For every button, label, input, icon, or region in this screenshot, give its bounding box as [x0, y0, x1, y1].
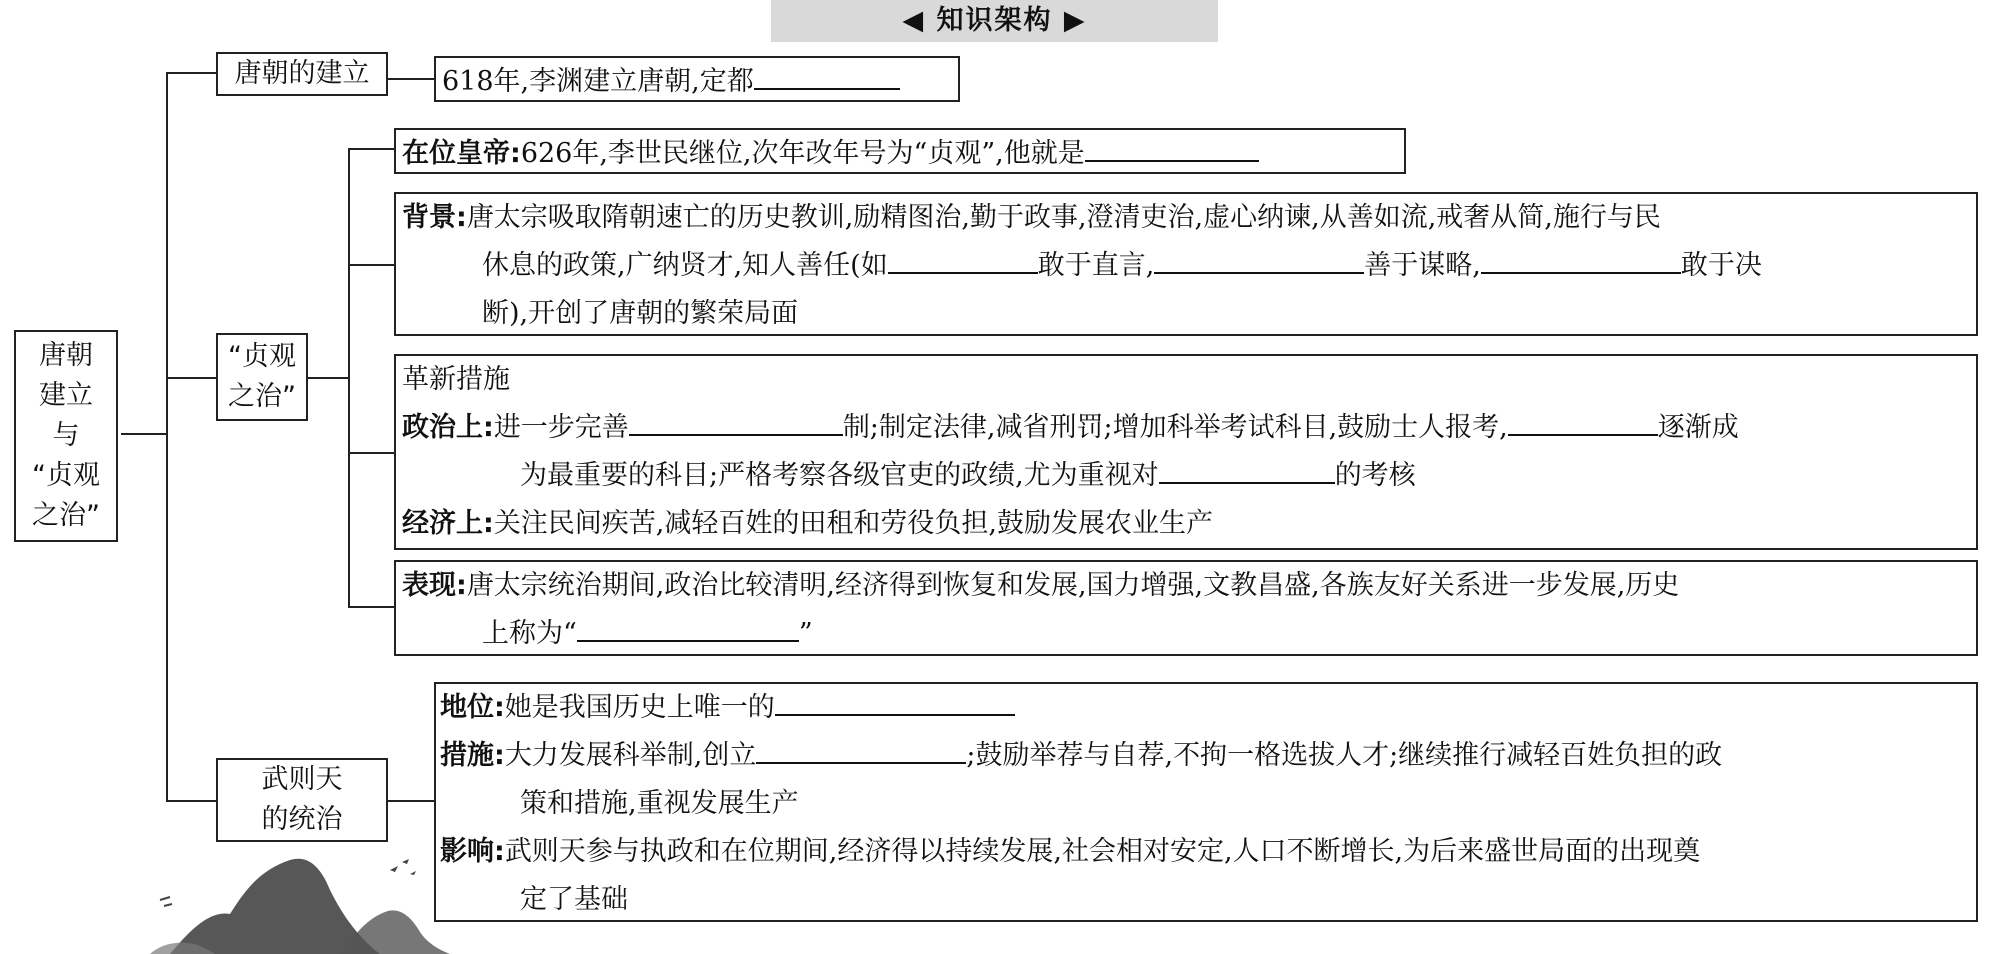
performance-label: 表现: [402, 570, 467, 601]
connector-performance [348, 606, 394, 608]
connector-emperor [348, 148, 394, 150]
impact-line: 影响:武则天参与执政和在位期间,经济得以持续发展,社会相对安定,人口不断增长,为后来盛世局面的出现奠 [440, 836, 1701, 867]
connector-branch3 [166, 800, 216, 802]
content-text: 618年,李渊建立唐朝,定都 [442, 66, 754, 97]
background-line: 断),开创了唐朝的繁荣局面 [482, 298, 799, 329]
section-title-banner [771, 0, 1218, 42]
connector-branch2-out [308, 377, 350, 379]
connector-background [348, 264, 394, 266]
blank-system [629, 404, 843, 436]
emperor-box [394, 128, 1406, 174]
ink-mountain-decoration [150, 840, 510, 954]
blank-minister-3 [1481, 242, 1681, 274]
blank-era-name [577, 610, 799, 642]
wu-zetian-box [434, 682, 1978, 922]
performance-line: 上称为“ ” [402, 610, 1970, 658]
background-line: 背景:唐太宗吸取隋朝速亡的历史教训,励精图治,勤于政事,澄清吏治,虚心纳谏,从善如流,戒奢从简,施行与民 [402, 202, 1661, 233]
impact-label: 影响: [440, 836, 505, 867]
blank-emperor [1085, 130, 1259, 162]
connector-root [121, 433, 168, 435]
connector-branch2-vertical [348, 148, 350, 606]
measures-line: 策和措施,重视发展生产 [520, 788, 799, 819]
background-line: 休息的政策,广纳贤才,知人善任(如 敢于直言, 善于谋略, 敢于决 [402, 242, 1970, 290]
reform-title: 革新措施 [402, 364, 510, 395]
blank-minister-1 [888, 242, 1038, 274]
blank-subject [1508, 404, 1658, 436]
reform-box [394, 354, 1978, 550]
branch-label: 武则天 [261, 764, 343, 795]
connector-branch2 [166, 377, 216, 379]
branch-wu-zetian [216, 758, 388, 842]
impact-line: 定了基础 [520, 884, 628, 915]
branch-label: 唐朝的建立 [234, 58, 370, 89]
background-label: 背景: [402, 202, 467, 233]
blank-capital [754, 58, 900, 90]
connector-branch1-content [386, 78, 434, 80]
emperor-label: 在位皇帝: [402, 138, 521, 169]
performance-line: 表现:唐太宗统治期间,政治比较清明,经济得到恢复和发展,国力增强,文教昌盛,各族友好关系进一步发展,历史 [402, 570, 1680, 601]
status-label: 地位: [440, 692, 505, 723]
connector-reform [348, 452, 394, 454]
blank-female-emperor [775, 684, 1015, 716]
root-line: 之治” [32, 500, 100, 531]
blank-official [1159, 452, 1335, 484]
branch-label: 之治” [228, 381, 296, 412]
connector-branch3-content [386, 800, 434, 802]
reform-political-line: 为最重要的科目;严格考察各级官吏的政绩,尤为重视对 的考核 [402, 452, 1970, 500]
connector-main-vertical [166, 72, 168, 800]
reform-political-line: 政治上:进一步完善 制;制定法律,减省刑罚;增加科举考试科目,鼓励士人报考, 逐渐成 [402, 404, 1970, 452]
root-line: 与 [52, 420, 80, 451]
root-line: 建立 [39, 380, 93, 411]
performance-box [394, 560, 1978, 656]
branch-tang-founding [216, 52, 388, 96]
branch-label: “贞观 [228, 341, 296, 372]
reform-economic-line: 经济上:关注民间疾苦,减轻百姓的田租和劳役负担,鼓励发展农业生产 [402, 508, 1213, 539]
root-line: “贞观 [32, 460, 100, 491]
status-line: 地位:她是我国历史上唯一的 [440, 684, 1972, 732]
economic-label: 经济上: [402, 508, 494, 539]
tang-founding-content [434, 56, 960, 102]
blank-minister-2 [1154, 242, 1364, 274]
root-node [14, 330, 118, 542]
emperor-text: 626年,李世民继位,次年改年号为“贞观”,他就是 [520, 138, 1085, 169]
measures-label: 措施: [440, 740, 505, 771]
political-label: 政治上: [402, 412, 494, 443]
branch-zhenguan [216, 333, 308, 421]
branch-label: 的统治 [261, 804, 343, 835]
section-title: ◀ 知识架构 ▶ [902, 5, 1087, 36]
background-box [394, 192, 1978, 336]
blank-exam [756, 732, 966, 764]
connector-branch1 [166, 72, 216, 74]
measures-line: 措施:大力发展科举制,创立 ;鼓励举荐与自荐,不拘一格选拔人才;继续推行减轻百姓负担的政 [440, 732, 1972, 780]
root-line: 唐朝 [39, 340, 93, 371]
